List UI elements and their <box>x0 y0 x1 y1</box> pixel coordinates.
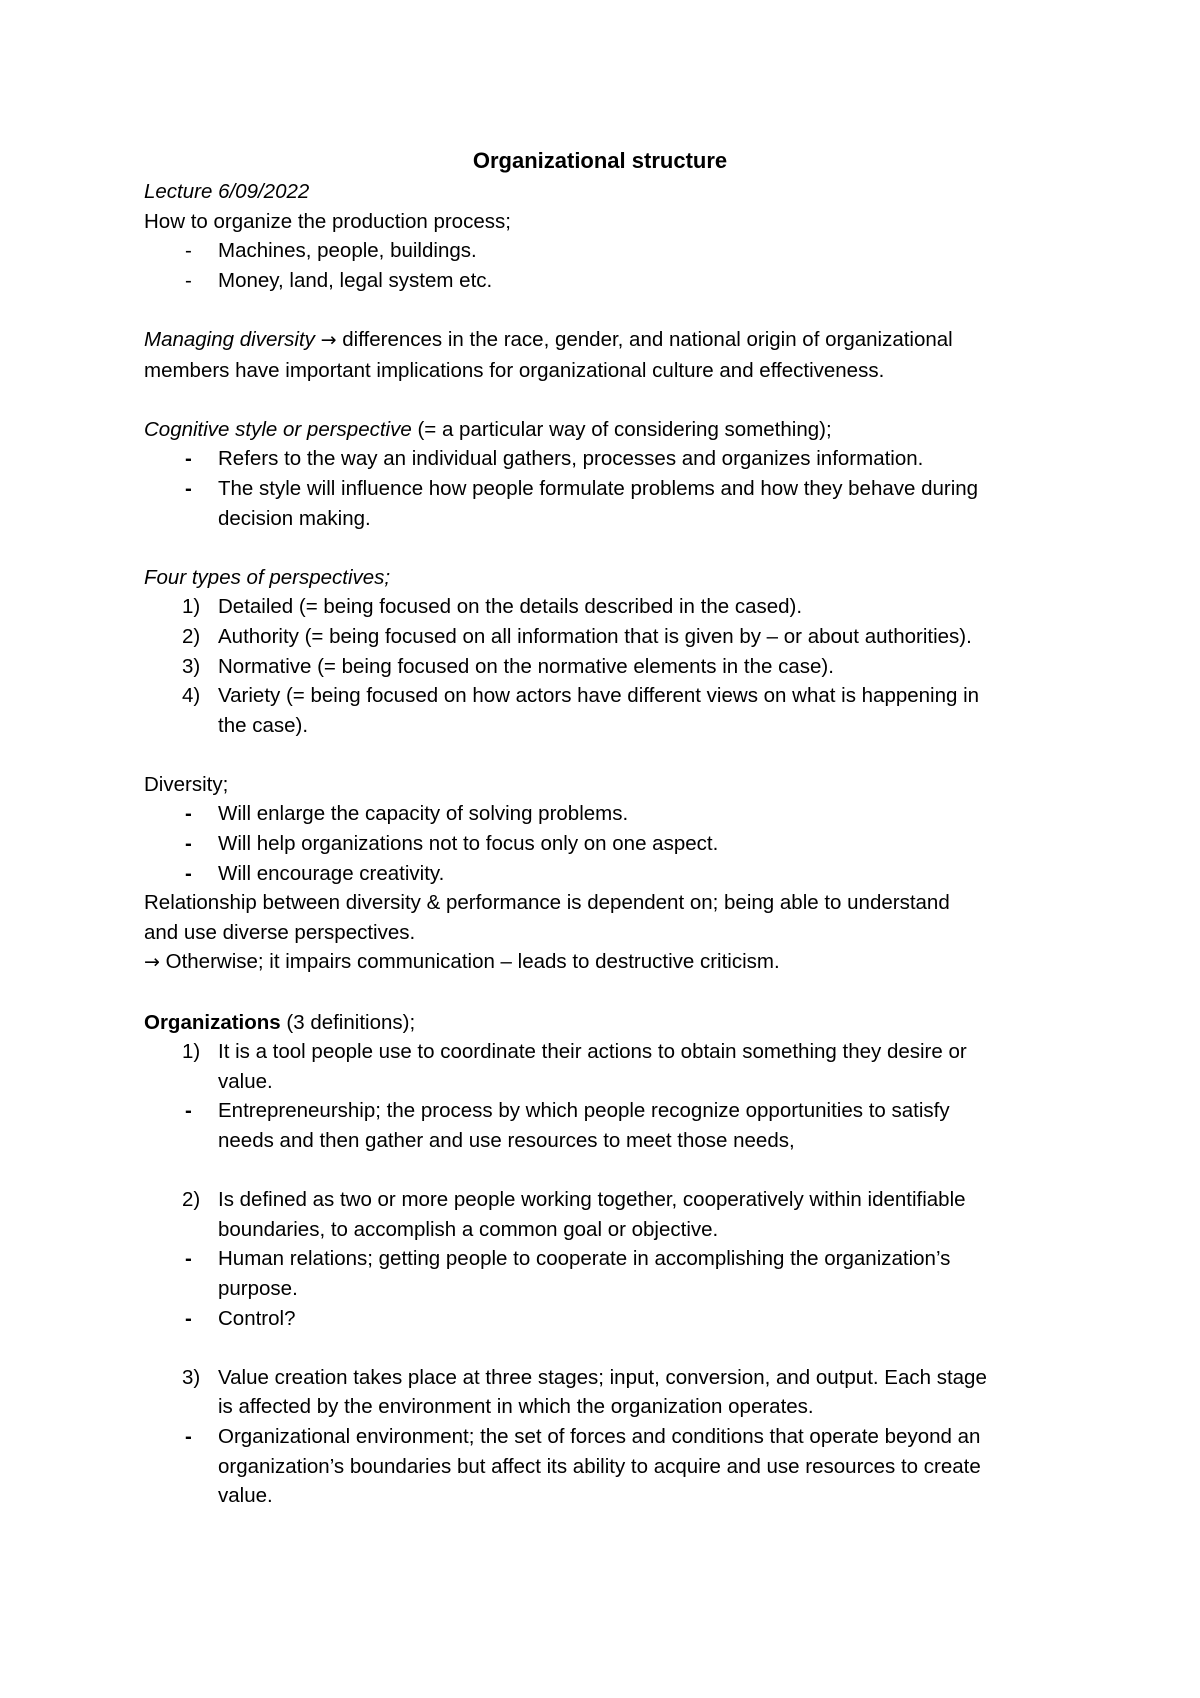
perspectives-heading: Four types of perspectives; <box>144 565 391 589</box>
relationship-text: Relationship between diversity & performance is dependent on; being able to understand <box>144 891 950 915</box>
numbered-item: 3) Normative (= being focused on the normative elements in the case). <box>182 654 834 678</box>
organizations-heading: Organizations (3 definitions); <box>144 1010 416 1034</box>
list-item: - Machines, people, buildings. <box>185 239 477 263</box>
managing-diversity-paragraph: Managing diversity → differences in the race, gender, and national origin of organizational <box>144 327 953 351</box>
arrow-icon: → <box>320 328 337 351</box>
numbered-item: 2) Is defined as two or more people working together, cooperatively within identifiable boundaries, to accomplish a common goal or objective. <box>182 1188 966 1241</box>
numbered-item: 1) It is a tool people use to coordinate their actions to obtain something they desire or value. <box>182 1040 967 1093</box>
diversity-heading: Diversity; <box>144 772 229 796</box>
document-title: Organizational structure <box>472 148 728 173</box>
list-item: - Control? <box>185 1306 296 1330</box>
numbered-item: 3) Value creation takes place at three stages; input, conversion, and output. Each stage is affected by the environment in which the organization operates. <box>182 1365 987 1419</box>
arrow-icon: → <box>144 951 160 974</box>
numbered-item: 4) Variety (= being focused on how actors have different views on what is happening in the case). <box>182 684 980 737</box>
cognitive-style-heading: Cognitive style or perspective (= a particular way of considering something); <box>144 417 832 441</box>
lecture-date: Lecture 6/09/2022 <box>144 180 310 203</box>
document-page: Organizational structure Lecture 6/09/2022 How to organize the production process; - Machines, people, buildings. - Money, land, legal system etc. Managing diversity → differences in the race, gender, and national origin of organizational members have important implications for organizational culture and effectiveness. Cognitive style or perspective (= a particular way of considering something); - Refers to the way an individual gathers, processes and organizes information. - The style will influence how people formulate problems and how they behave during decision making. Four types of perspectives; 1) Detailed (= being focused on the details described in the cased). 2) Authority (= being focused on all information that is given by – or about authorities). 3) Normative (= being focused on the normative elements in the case). 4) Variety (= being focused on how actors have different views on what is happening in the case). Diversity; - Will enlarge the capacity of solving problems. - Will help organizations not to focus only on one aspect. - Will encourage creativity. Relationship between diversity & performance is dependent on; being able to understand and use diverse perspectives. → Otherwise; it impairs communication – leads to destructive criticism. Organizations (3 definitions); 1) It is a tool people use to coordinate their actions to obtain something they desire or value. - Entrepreneurship; the process by which people recognize opportunities to satisfy needs and then gather and use resources to meet those needs, 2) Is defined as two or more people working together, cooperatively within identifiable boundaries, to accomplish a common goal or objective. - Human relations; getting people to cooperate in accomplishing the organization’s purpose. - Control? 3) Value creation takes place at three stages; input, conversion, and output. Each stage is affected by the environment in which the organization operates. - Organizational environment; the set of forces and conditions that operate beyond an organization’s boundaries but affect its ability to acquire and use resources to create value. <box>144 145 1064 1511</box>
numbered-item: 1) Detailed (= being focused on the details described in the cased). <box>182 595 803 619</box>
list-item: - Will enlarge the capacity of solving problems. <box>185 802 629 826</box>
list-item: - Will help organizations not to focus only on one aspect. <box>185 832 719 856</box>
list-item: - Human relations; getting people to cooperate in accomplishing the organization’s purpose. <box>185 1247 951 1300</box>
list-item: - Money, land, legal system etc. <box>185 268 493 292</box>
list-item: - Organizational environment; the set of forces and conditions that operate beyond an organization’s boundaries but affect its ability to acquire and use resources to create value. <box>185 1424 981 1508</box>
list-item: - Refers to the way an individual gathers, processes and organizes information. <box>185 447 924 471</box>
numbered-item: 2) Authority (= being focused on all information that is given by – or about authorities). <box>182 624 972 648</box>
otherwise-text: → Otherwise; it impairs communication – leads to destructive criticism. <box>144 950 780 974</box>
list-item: - The style will influence how people formulate problems and how they behave during decision making. <box>185 476 979 530</box>
list-item: - Entrepreneurship; the process by which people recognize opportunities to satisfy needs and then gather and use resources to meet those needs, <box>185 1099 950 1152</box>
production-heading: How to organize the production process; <box>144 209 511 233</box>
list-item: - Will encourage creativity. <box>185 861 445 885</box>
